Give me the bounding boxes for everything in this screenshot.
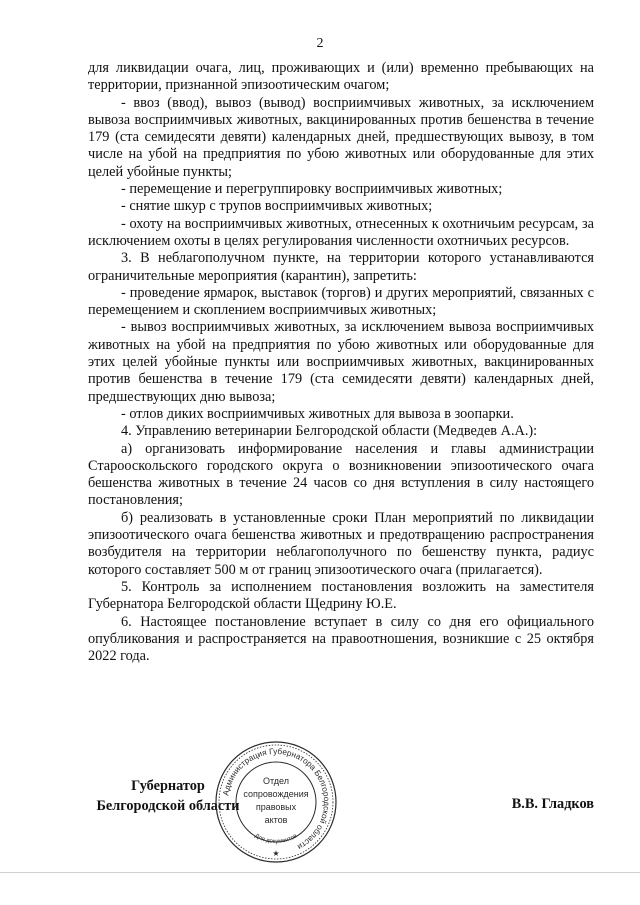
official-stamp	[214, 740, 338, 864]
page-bottom-divider	[0, 872, 640, 873]
paragraph: - вывоз восприимчивых животных, за исключением вывоза восприимчивых животных на убой на предприятия по убою животных или оборудованные для этих целей убойные пункты или восприимчивых животных, вакцинированных против бешенства в течение 179 (ста семидесяти девяти) календарных дней, предшествующих дню вывоза;	[88, 319, 594, 405]
paragraph: 4. Управлению ветеринарии Белгородской области (Медведев А.А.):	[121, 423, 538, 440]
svg-text:Администрация Губернатора Белг	[221, 747, 331, 852]
paragraph: 5. Контроль за исполнением постановления возложить на заместителя Губернатора Белгородской области Щедрину Ю.Е.	[88, 578, 594, 613]
paragraph: для ликвидации очага, лиц, проживающих и (или) временно пребывающих на территории, признанной эпизоотическим очагом;	[88, 60, 594, 94]
paragraph: - ввоз (ввод), вывоз (вывод) восприимчивых животных, за исключением вывоза восприимчивых животных, вакцинированных против бешенства в течение 179 (ста семидесяти девяти) календарных дней, предшествующих вывозу, в том числе на убой на предприятия по убою животных или оборудованные для этих целей убойные пункты;	[88, 94, 594, 180]
paragraph: 3. В неблагополучном пункте, на территории которого устанавливаются ограничительные мероприятия (карантин), запретить:	[88, 250, 594, 284]
paragraph: - проведение ярмарок, выставок (торгов) и других мероприятий, связанных с перемещением и скоплением восприимчивых животных;	[88, 284, 594, 319]
paragraph: б) реализовать в установленные сроки План мероприятий по ликвидации эпизоотического очага бешенства животных и предотвращению распространения возбудителя на территории неблагополучного по бешенству пункта, радиус которого составляет 500 м от границ эпизоотического очага (прилагается).	[88, 509, 594, 578]
signatory-title-line1: Губернатор	[131, 778, 205, 794]
paragraph: - отлов диких восприимчивых животных для вывоза в зоопарки.	[121, 405, 514, 422]
stamp-star-icon: ★	[272, 849, 280, 858]
document-body	[88, 60, 594, 665]
stamp-bottom-text: Для документов	[253, 833, 299, 845]
stamp-ring-text: Администрация Губернатора Белгородской области	[221, 746, 332, 852]
signatory-title-line2: Белгородской области	[96, 798, 240, 814]
stamp-center-line-1: Отдел	[262, 776, 290, 786]
signatory-name: В.В. Гладков	[511, 796, 594, 812]
stamp-center-line-3: правовых	[255, 802, 297, 812]
paragraph: 6. Настоящее постановление вступает в силу со дня его официального опубликования и распространяется на правоотношения, возникшие с 25 октября 2022 года.	[88, 613, 594, 665]
paragraph: - перемещение и перегруппировку восприимчивых животных;	[121, 181, 503, 198]
paragraph: - охоту на восприимчивых животных, отнесенных к охотничьим ресурсам, за исключением охоты в целях регулирования численности охотничьих ресурсов.	[88, 215, 594, 249]
stamp-center-line-4: актов	[264, 815, 288, 825]
svg-text:Для документов	[253, 833, 298, 845]
page-number: 2	[316, 36, 324, 51]
stamp-center-line-2: сопровождения	[243, 789, 309, 799]
paragraph: а) организовать информирование населения и главы администрации Старооскольского городского округа о возникновении эпизоотического очага бешенства животных в течение 24 часов со дня вступления в силу настоящего постановления;	[88, 440, 594, 509]
paragraph: - снятие шкур с трупов восприимчивых животных;	[121, 198, 433, 215]
